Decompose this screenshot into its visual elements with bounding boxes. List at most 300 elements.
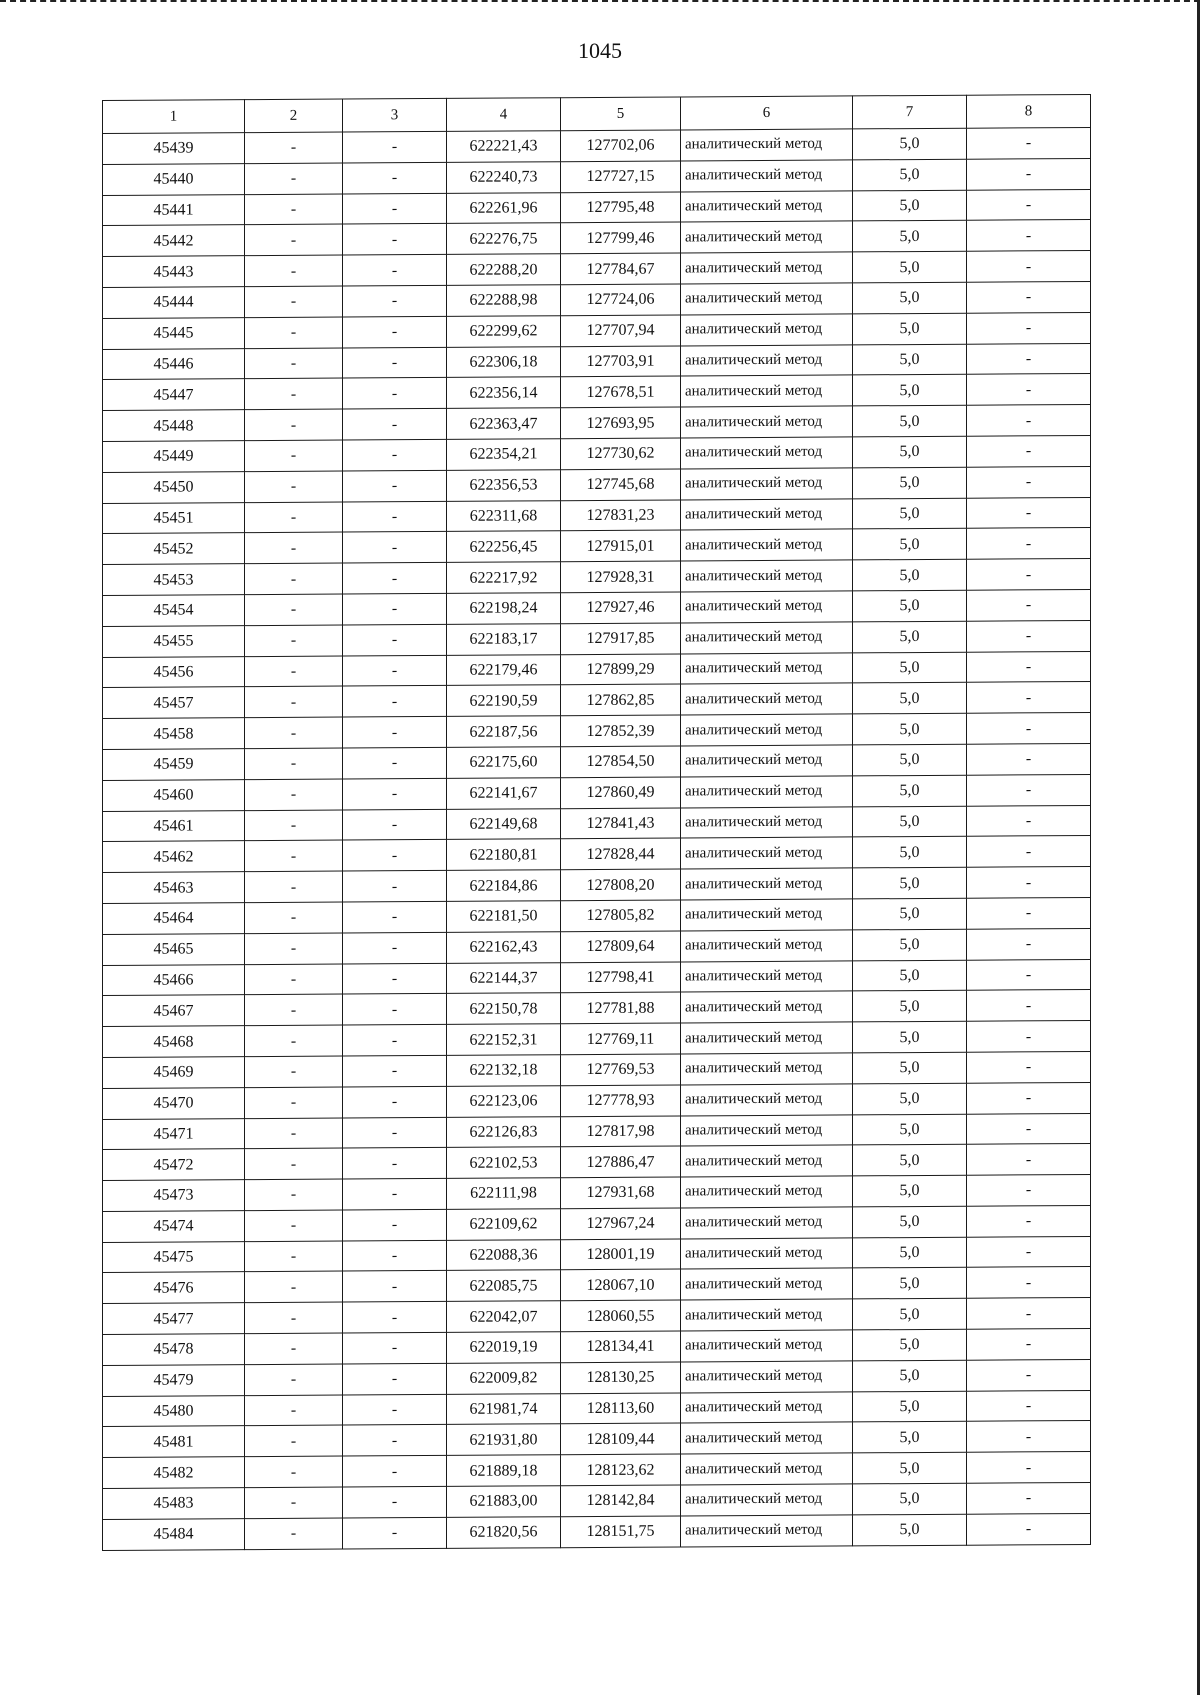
table-cell-col-3: - (343, 1486, 447, 1517)
table-cell-col-6: аналитический метод (681, 1084, 853, 1116)
table-cell-col-8: - (967, 374, 1091, 406)
table-cell-col-6: аналитический метод (681, 714, 853, 746)
table-cell-col-1: 45477 (103, 1303, 245, 1335)
table-cell-col-1: 45474 (103, 1211, 245, 1243)
table-cell-col-2: - (245, 964, 343, 995)
table-cell-col-3: - (343, 778, 447, 809)
table-cell-col-5: 127927,46 (561, 592, 681, 624)
table-row (103, 1513, 1091, 1550)
table-cell-col-6: аналитический метод (681, 529, 853, 561)
table-cell-col-2: - (245, 132, 343, 163)
table-cell-col-7: 5,0 (853, 1422, 967, 1453)
table-cell-col-8: - (967, 1144, 1091, 1176)
table-cell-col-1: 45461 (103, 810, 245, 842)
table-cell-col-4: 622306,18 (447, 346, 561, 377)
table-cell-col-8: - (967, 1329, 1091, 1361)
table-cell-col-4: 622240,73 (447, 161, 561, 192)
table-cell-col-1: 45448 (103, 410, 245, 442)
table-cell-col-4: 621981,74 (447, 1393, 561, 1424)
page-number: 1045 (578, 38, 622, 63)
table-cell-col-2: - (245, 1487, 343, 1518)
table-cell-col-3: - (343, 563, 447, 594)
table-cell-col-2: - (245, 1456, 343, 1487)
table-cell-col-6: аналитический метод (681, 283, 853, 315)
table-cell-col-7: 5,0 (853, 1021, 967, 1052)
table-cell-col-7: 5,0 (853, 1145, 967, 1176)
table-cell-col-6: аналитический метод (681, 1484, 853, 1516)
table-cell-col-4: 622276,75 (447, 223, 561, 254)
table-cell-col-5: 127928,31 (561, 561, 681, 593)
table-cell-col-1: 45439 (103, 133, 245, 165)
table-cell-col-8: - (967, 1205, 1091, 1237)
table-cell-col-6: аналитический метод (681, 160, 853, 192)
table-cell-col-4: 622150,78 (447, 993, 561, 1024)
table-cell-col-3: - (343, 162, 447, 193)
table-cell-col-1: 45483 (103, 1488, 245, 1520)
table-cell-col-7: 5,0 (853, 1452, 967, 1483)
table-cell-col-3: - (343, 285, 447, 316)
table-cell-col-2: - (245, 1302, 343, 1333)
table-cell-col-1: 45471 (103, 1118, 245, 1150)
table-cell-col-1: 45449 (103, 441, 245, 473)
table-cell-col-7: 5,0 (853, 775, 967, 806)
table-cell-col-7: 5,0 (853, 1329, 967, 1360)
table-cell-col-1: 45458 (103, 718, 245, 750)
table-cell-col-7: 5,0 (853, 1514, 967, 1545)
table-cell-col-5: 128151,75 (561, 1516, 681, 1548)
table-cell-col-1: 45457 (103, 687, 245, 719)
table-cell-col-8: - (967, 528, 1091, 560)
table-cell-col-8: - (967, 620, 1091, 652)
table-cell-col-4: 622221,43 (447, 131, 561, 162)
table-cell-col-2: - (245, 1333, 343, 1364)
table-cell-col-3: - (343, 871, 447, 902)
table-cell-col-1: 45484 (103, 1518, 245, 1550)
table-cell-col-1: 45464 (103, 903, 245, 935)
table-cell-col-5: 128113,60 (561, 1393, 681, 1425)
table-cell-col-4: 621931,80 (447, 1424, 561, 1455)
table-cell-col-3: - (343, 717, 447, 748)
table-cell-col-8: - (967, 1390, 1091, 1422)
table-cell-col-1: 45467 (103, 995, 245, 1027)
table-cell-col-8: - (967, 867, 1091, 899)
table-cell-col-5: 127915,01 (561, 530, 681, 562)
table-cell-col-8: - (967, 836, 1091, 868)
table-cell-col-6: аналитический метод (681, 899, 853, 931)
table-cell-col-3: - (343, 378, 447, 409)
table-cell-col-3: - (343, 747, 447, 778)
table-cell-col-3: - (343, 439, 447, 470)
table-cell-col-1: 45455 (103, 625, 245, 657)
table-cell-col-6: аналитический метод (681, 960, 853, 992)
table-cell-col-8: - (967, 343, 1091, 375)
table-cell-col-1: 45472 (103, 1149, 245, 1181)
table-cell-col-6: аналитический метод (681, 468, 853, 500)
table-cell-col-7: 5,0 (853, 867, 967, 898)
table-cell-col-7: 5,0 (853, 313, 967, 344)
table-cell-col-2: - (245, 1518, 343, 1549)
table-cell-col-5: 127781,88 (561, 992, 681, 1024)
table-cell-col-4: 621820,56 (447, 1517, 561, 1548)
table-cell-col-4: 622183,17 (447, 623, 561, 654)
table-cell-col-6: аналитический метод (681, 1145, 853, 1177)
table-cell-col-2: - (245, 1364, 343, 1395)
table-cell-col-4: 622180,81 (447, 839, 561, 870)
table-cell-col-2: - (245, 440, 343, 471)
table-body (103, 127, 1091, 1550)
table-cell-col-7: 5,0 (853, 559, 967, 590)
table-cell-col-3: - (343, 316, 447, 347)
table-cell-col-6: аналитический метод (681, 745, 853, 777)
table-cell-col-1: 45460 (103, 779, 245, 811)
table-cell-col-7: 5,0 (853, 1360, 967, 1391)
table-cell-col-1: 45465 (103, 933, 245, 965)
table-cell-col-4: 622088,36 (447, 1239, 561, 1270)
table-cell-col-7: 5,0 (853, 1268, 967, 1299)
table-cell-col-6: аналитический метод (681, 221, 853, 253)
table-cell-col-4: 622181,50 (447, 901, 561, 932)
table-cell-col-6: аналитический метод (681, 991, 853, 1023)
table-cell-col-2: - (245, 594, 343, 625)
table-cell-col-3: - (343, 1456, 447, 1487)
table-cell-col-5: 127808,20 (561, 869, 681, 901)
table-cell-col-2: - (245, 840, 343, 871)
table-cell-col-2: - (245, 902, 343, 933)
table-cell-col-5: 127769,53 (561, 1054, 681, 1086)
table-cell-col-3: - (343, 932, 447, 963)
table-cell-col-3: - (343, 1332, 447, 1363)
table-cell-col-7: 5,0 (853, 621, 967, 652)
table-cell-col-3: - (343, 1178, 447, 1209)
table-cell-col-8: - (967, 682, 1091, 714)
column-header-5: 5 (561, 97, 681, 131)
table-cell-col-6: аналитический метод (681, 1114, 853, 1146)
table-cell-col-2: - (245, 1425, 343, 1456)
table-cell-col-5: 127860,49 (561, 777, 681, 809)
table-cell-col-3: - (343, 193, 447, 224)
table-cell-col-3: - (343, 1425, 447, 1456)
table-cell-col-5: 128001,19 (561, 1239, 681, 1271)
table-cell-col-1: 45452 (103, 533, 245, 565)
table-cell-col-8: - (967, 435, 1091, 467)
table-cell-col-4: 622126,83 (447, 1116, 561, 1147)
table-cell-col-5: 127854,50 (561, 746, 681, 778)
table-cell-col-2: - (245, 748, 343, 779)
table-cell-col-7: 5,0 (853, 1083, 967, 1114)
table-cell-col-3: - (343, 1148, 447, 1179)
table-cell-col-7: 5,0 (853, 1175, 967, 1206)
table-cell-col-4: 621883,00 (447, 1486, 561, 1517)
table-cell-col-2: - (245, 1118, 343, 1149)
table-cell-col-4: 622217,92 (447, 562, 561, 593)
table-cell-col-6: аналитический метод (681, 622, 853, 654)
table-cell-col-2: - (245, 1148, 343, 1179)
table-cell-col-6: аналитический метод (681, 375, 853, 407)
table-cell-col-6: аналитический метод (681, 806, 853, 838)
table-cell-col-8: - (967, 589, 1091, 621)
table-cell-col-7: 5,0 (853, 960, 967, 991)
table-cell-col-7: 5,0 (853, 991, 967, 1022)
table-cell-col-1: 45441 (103, 194, 245, 226)
table-cell-col-7: 5,0 (853, 221, 967, 252)
table-cell-col-4: 622111,98 (447, 1178, 561, 1209)
table-cell-col-2: - (245, 286, 343, 317)
table-cell-col-4: 622019,19 (447, 1332, 561, 1363)
table-cell-col-2: - (245, 532, 343, 563)
table-cell-col-5: 128060,55 (561, 1300, 681, 1332)
table-cell-col-5: 127707,94 (561, 315, 681, 347)
table-cell-col-5: 127817,98 (561, 1115, 681, 1147)
table-cell-col-2: - (245, 686, 343, 717)
table-cell-col-3: - (343, 1117, 447, 1148)
table-cell-col-8: - (967, 127, 1091, 159)
table-cell-col-5: 127724,06 (561, 284, 681, 316)
column-header-3: 3 (343, 98, 447, 132)
table-cell-col-8: - (967, 1359, 1091, 1391)
table-cell-col-7: 5,0 (853, 1391, 967, 1422)
table-cell-col-8: - (967, 466, 1091, 498)
table-cell-col-2: - (245, 1241, 343, 1272)
table-cell-col-4: 622162,43 (447, 931, 561, 962)
table-cell-col-8: - (967, 1421, 1091, 1453)
table-cell-col-7: 5,0 (853, 1206, 967, 1237)
column-header-4: 4 (447, 98, 561, 132)
table-cell-col-2: - (245, 317, 343, 348)
table-cell-col-2: - (245, 1179, 343, 1210)
table-cell-col-8: - (967, 1236, 1091, 1268)
table-cell-col-7: 5,0 (853, 1483, 967, 1514)
table-cell-col-7: 5,0 (853, 806, 967, 837)
table-cell-col-4: 622354,21 (447, 439, 561, 470)
table-cell-col-4: 622009,82 (447, 1363, 561, 1394)
table-cell-col-5: 127745,68 (561, 469, 681, 501)
table-cell-col-6: аналитический метод (681, 591, 853, 623)
table-cell-col-8: - (967, 1051, 1091, 1083)
table-cell-col-6: аналитический метод (681, 868, 853, 900)
table-cell-col-8: - (967, 1082, 1091, 1114)
table-cell-col-5: 127678,51 (561, 376, 681, 408)
table-cell-col-1: 45446 (103, 348, 245, 380)
table-cell-col-7: 5,0 (853, 128, 967, 159)
table-cell-col-4: 622132,18 (447, 1055, 561, 1086)
table-cell-col-6: аналитический метод (681, 344, 853, 376)
table-cell-col-1: 45475 (103, 1241, 245, 1273)
table-cell-col-3: - (343, 347, 447, 378)
table-cell-col-2: - (245, 502, 343, 533)
table-cell-col-4: 622363,47 (447, 408, 561, 439)
table-cell-col-5: 127795,48 (561, 192, 681, 224)
table-cell-col-4: 622356,14 (447, 377, 561, 408)
table-cell-col-7: 5,0 (853, 1114, 967, 1145)
table-cell-col-8: - (967, 251, 1091, 283)
table-cell-col-3: - (343, 1055, 447, 1086)
table-cell-col-5: 127727,15 (561, 161, 681, 193)
table-cell-col-1: 45480 (103, 1395, 245, 1427)
table-cell-col-2: - (245, 378, 343, 409)
table-cell-col-1: 45466 (103, 964, 245, 996)
table-cell-col-1: 45473 (103, 1180, 245, 1212)
table-cell-col-3: - (343, 840, 447, 871)
table-cell-col-7: 5,0 (853, 713, 967, 744)
table-cell-col-8: - (967, 774, 1091, 806)
table-cell-col-4: 622042,07 (447, 1301, 561, 1332)
table-cell-col-6: аналитический метод (681, 252, 853, 284)
table-cell-col-6: аналитический метод (681, 1238, 853, 1270)
table-cell-col-4: 621889,18 (447, 1455, 561, 1486)
table-cell-col-1: 45463 (103, 872, 245, 904)
table-cell-col-8: - (967, 990, 1091, 1022)
table-cell-col-3: - (343, 1209, 447, 1240)
table-cell-col-3: - (343, 1517, 447, 1548)
table-cell-col-3: - (343, 1363, 447, 1394)
table-cell-col-3: - (343, 901, 447, 932)
table-cell-col-7: 5,0 (853, 929, 967, 960)
table-cell-col-2: - (245, 563, 343, 594)
table-cell-col-8: - (967, 1452, 1091, 1484)
table-cell-col-3: - (343, 1394, 447, 1425)
table-cell-col-3: - (343, 470, 447, 501)
table-cell-col-5: 128134,41 (561, 1331, 681, 1363)
table-cell-col-5: 127769,11 (561, 1023, 681, 1055)
table-cell-col-8: - (967, 1483, 1091, 1515)
table-cell-col-5: 127862,85 (561, 684, 681, 716)
table-cell-col-8: - (967, 1021, 1091, 1053)
table-cell-col-5: 127852,39 (561, 715, 681, 747)
table-cell-col-5: 127730,62 (561, 438, 681, 470)
table-cell-col-6: аналитический метод (681, 437, 853, 469)
table-cell-col-1: 45443 (103, 256, 245, 288)
table-cell-col-4: 622175,60 (447, 747, 561, 778)
table-cell-col-3: - (343, 1302, 447, 1333)
table-cell-col-8: - (967, 928, 1091, 960)
table-cell-col-1: 45454 (103, 595, 245, 627)
table-cell-col-6: аналитический метод (681, 1268, 853, 1300)
column-header-2: 2 (245, 99, 343, 133)
table-cell-col-6: аналитический метод (681, 1207, 853, 1239)
table-cell-col-7: 5,0 (853, 837, 967, 868)
table-cell-col-6: аналитический метод (681, 1299, 853, 1331)
table-cell-col-1: 45456 (103, 656, 245, 688)
table-cell-col-8: - (967, 497, 1091, 529)
table-cell-col-3: - (343, 409, 447, 440)
table-cell-col-1: 45481 (103, 1426, 245, 1458)
table-cell-col-5: 127841,43 (561, 807, 681, 839)
table-cell-col-8: - (967, 1513, 1091, 1545)
table-cell-col-5: 127805,82 (561, 900, 681, 932)
table-cell-col-4: 622356,53 (447, 469, 561, 500)
table-cell-col-2: - (245, 933, 343, 964)
table-cell-col-2: - (245, 871, 343, 902)
table-cell-col-4: 622184,86 (447, 870, 561, 901)
table-cell-col-5: 128142,84 (561, 1485, 681, 1517)
table-cell-col-2: - (245, 625, 343, 656)
column-header-7: 7 (853, 95, 967, 129)
table-cell-col-8: - (967, 743, 1091, 775)
table-cell-col-6: аналитический метод (681, 683, 853, 715)
table-cell-col-7: 5,0 (853, 652, 967, 683)
table-cell-col-2: - (245, 1210, 343, 1241)
table-cell-col-1: 45450 (103, 471, 245, 503)
table-cell-col-6: аналитический метод (681, 1330, 853, 1362)
table-cell-col-6: аналитический метод (681, 837, 853, 869)
table-cell-col-3: - (343, 131, 447, 162)
table-cell-col-3: - (343, 1025, 447, 1056)
table-cell-col-4: 622102,53 (447, 1147, 561, 1178)
table-cell-col-5: 128130,25 (561, 1362, 681, 1394)
table-cell-col-6: аналитический метод (681, 776, 853, 808)
table-cell-col-8: - (967, 713, 1091, 745)
table-cell-col-1: 45469 (103, 1057, 245, 1089)
table-cell-col-1: 45482 (103, 1457, 245, 1489)
table-cell-col-5: 127784,67 (561, 253, 681, 285)
table-cell-col-8: - (967, 1267, 1091, 1299)
table-cell-col-4: 622190,59 (447, 685, 561, 716)
table-cell-col-5: 127798,41 (561, 961, 681, 993)
table-cell-col-5: 127799,46 (561, 222, 681, 254)
table-cell-col-2: - (245, 409, 343, 440)
table-cell-col-6: аналитический метод (681, 1176, 853, 1208)
table-cell-col-5: 127809,64 (561, 931, 681, 963)
table-cell-col-1: 45459 (103, 749, 245, 781)
table-cell-col-5: 127828,44 (561, 838, 681, 870)
table-cell-col-8: - (967, 897, 1091, 929)
table-cell-col-7: 5,0 (853, 251, 967, 282)
table-cell-col-6: аналитический метод (681, 191, 853, 223)
table-cell-col-7: 5,0 (853, 498, 967, 529)
table-cell-col-1: 45470 (103, 1087, 245, 1119)
table-cell-col-1: 45444 (103, 287, 245, 319)
table-cell-col-8: - (967, 805, 1091, 837)
table-cell-col-6: аналитический метод (681, 1392, 853, 1424)
table-cell-col-3: - (343, 532, 447, 563)
table-cell-col-8: - (967, 312, 1091, 344)
table-cell-col-3: - (343, 224, 447, 255)
table-cell-col-7: 5,0 (853, 375, 967, 406)
table-cell-col-8: - (967, 1298, 1091, 1330)
table-cell-col-2: - (245, 255, 343, 286)
table-cell-col-6: аналитический метод (681, 652, 853, 684)
table-cell-col-6: аналитический метод (681, 314, 853, 346)
table-cell-col-6: аналитический метод (681, 1361, 853, 1393)
table-cell-col-2: - (245, 1025, 343, 1056)
table-cell-col-4: 622123,06 (447, 1085, 561, 1116)
table-cell-col-6: аналитический метод (681, 1515, 853, 1547)
table-cell-col-7: 5,0 (853, 1237, 967, 1268)
table-cell-col-8: - (967, 1113, 1091, 1145)
table-cell-col-2: - (245, 1272, 343, 1303)
table-cell-col-2: - (245, 348, 343, 379)
table-cell-col-8: - (967, 559, 1091, 591)
table-cell-col-7: 5,0 (853, 1299, 967, 1330)
table-cell-col-5: 128123,62 (561, 1454, 681, 1486)
table-cell-col-1: 45451 (103, 502, 245, 534)
table-cell-col-3: - (343, 994, 447, 1025)
table-cell-col-3: - (343, 624, 447, 655)
table-cell-col-7: 5,0 (853, 529, 967, 560)
table-cell-col-1: 45445 (103, 317, 245, 349)
table-cell-col-2: - (245, 810, 343, 841)
table-cell-col-1: 45447 (103, 379, 245, 411)
table-cell-col-8: - (967, 220, 1091, 252)
table-cell-col-7: 5,0 (853, 898, 967, 929)
table-cell-col-6: аналитический метод (681, 1022, 853, 1054)
table-cell-col-2: - (245, 471, 343, 502)
table-cell-col-2: - (245, 163, 343, 194)
table-cell-col-7: 5,0 (853, 344, 967, 375)
column-header-1: 1 (103, 100, 245, 134)
table-cell-col-1: 45440 (103, 163, 245, 195)
coordinates-table (102, 94, 1091, 1551)
